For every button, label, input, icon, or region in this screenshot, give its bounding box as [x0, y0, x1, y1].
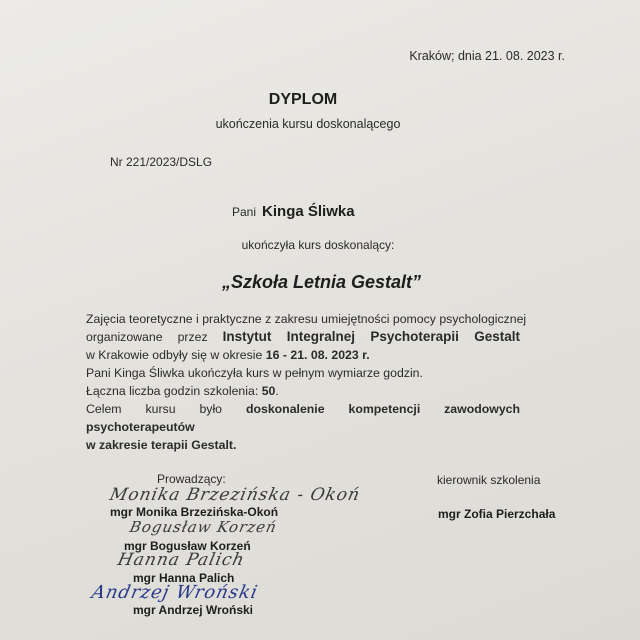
- salutation: Pani: [232, 205, 257, 219]
- body-line: [86, 382, 520, 400]
- recipient-name: Kinga Śliwka: [262, 203, 355, 220]
- course-dates: 16 - 21. 08. 2023 r.: [265, 348, 370, 362]
- body-line: [86, 400, 520, 436]
- instructor-name: mgr Monika Brzezińska-Okoń: [110, 505, 279, 519]
- recipient-line: [232, 203, 355, 220]
- signature: Monika Brzezińska - Okoń: [107, 485, 363, 505]
- instructor-name: mgr Andrzej Wroński: [133, 603, 254, 617]
- body-line: [86, 346, 520, 364]
- issue-date: Kraków; dnia 21. 08. 2023 r.: [409, 49, 565, 63]
- course-name: „Szkoła Letnia Gestalt”: [222, 272, 422, 292]
- course-goal: doskonalenie kompetencji zawodowych psychoterapeutów: [86, 402, 521, 434]
- diploma-subtitle: ukończenia kursu doskonalącego: [215, 117, 401, 131]
- text: Celem kursu było: [86, 402, 223, 416]
- head-label: kierownik szkolenia: [437, 473, 541, 487]
- completed-line: ukończyła kurs doskonalący:: [241, 238, 395, 252]
- instructor-name: mgr Hanna Palich: [133, 571, 235, 585]
- body-line: w zakresie terapii Gestalt.: [86, 438, 237, 452]
- head-name: mgr Zofia Pierzchała: [438, 507, 556, 521]
- instructors-label: Prowadzący:: [157, 472, 226, 486]
- body-line: Zajęcia teoretyczne i praktyczne z zakresu umiejętności pomocy psychologicznej: [86, 312, 527, 326]
- body-paragraph: [86, 310, 527, 454]
- text: organizowane przez: [86, 330, 208, 344]
- text: Łączna liczba godzin szkolenia:: [86, 384, 262, 398]
- institute-name: Instytut Integralnej Psychoterapii Gestalt: [222, 329, 520, 344]
- instructor-name: mgr Bogusław Korzeń: [124, 539, 251, 553]
- signature: Hanna Palich: [115, 550, 247, 570]
- text: .: [275, 384, 279, 398]
- total-hours: 50: [261, 384, 276, 398]
- text: w Krakowie odbyły się w okresie: [86, 348, 266, 362]
- body-line: [86, 328, 520, 346]
- signature: Bogusław Korzeń: [128, 518, 279, 536]
- diploma-number: Nr 221/2023/DSLG: [110, 155, 213, 169]
- signature: Andrzej Wroński: [89, 582, 261, 603]
- body-line: Pani Kinga Śliwka ukończyła kurs w pełnym wymiarze godzin.: [86, 366, 423, 380]
- diploma-title: DYPLOM: [268, 91, 338, 108]
